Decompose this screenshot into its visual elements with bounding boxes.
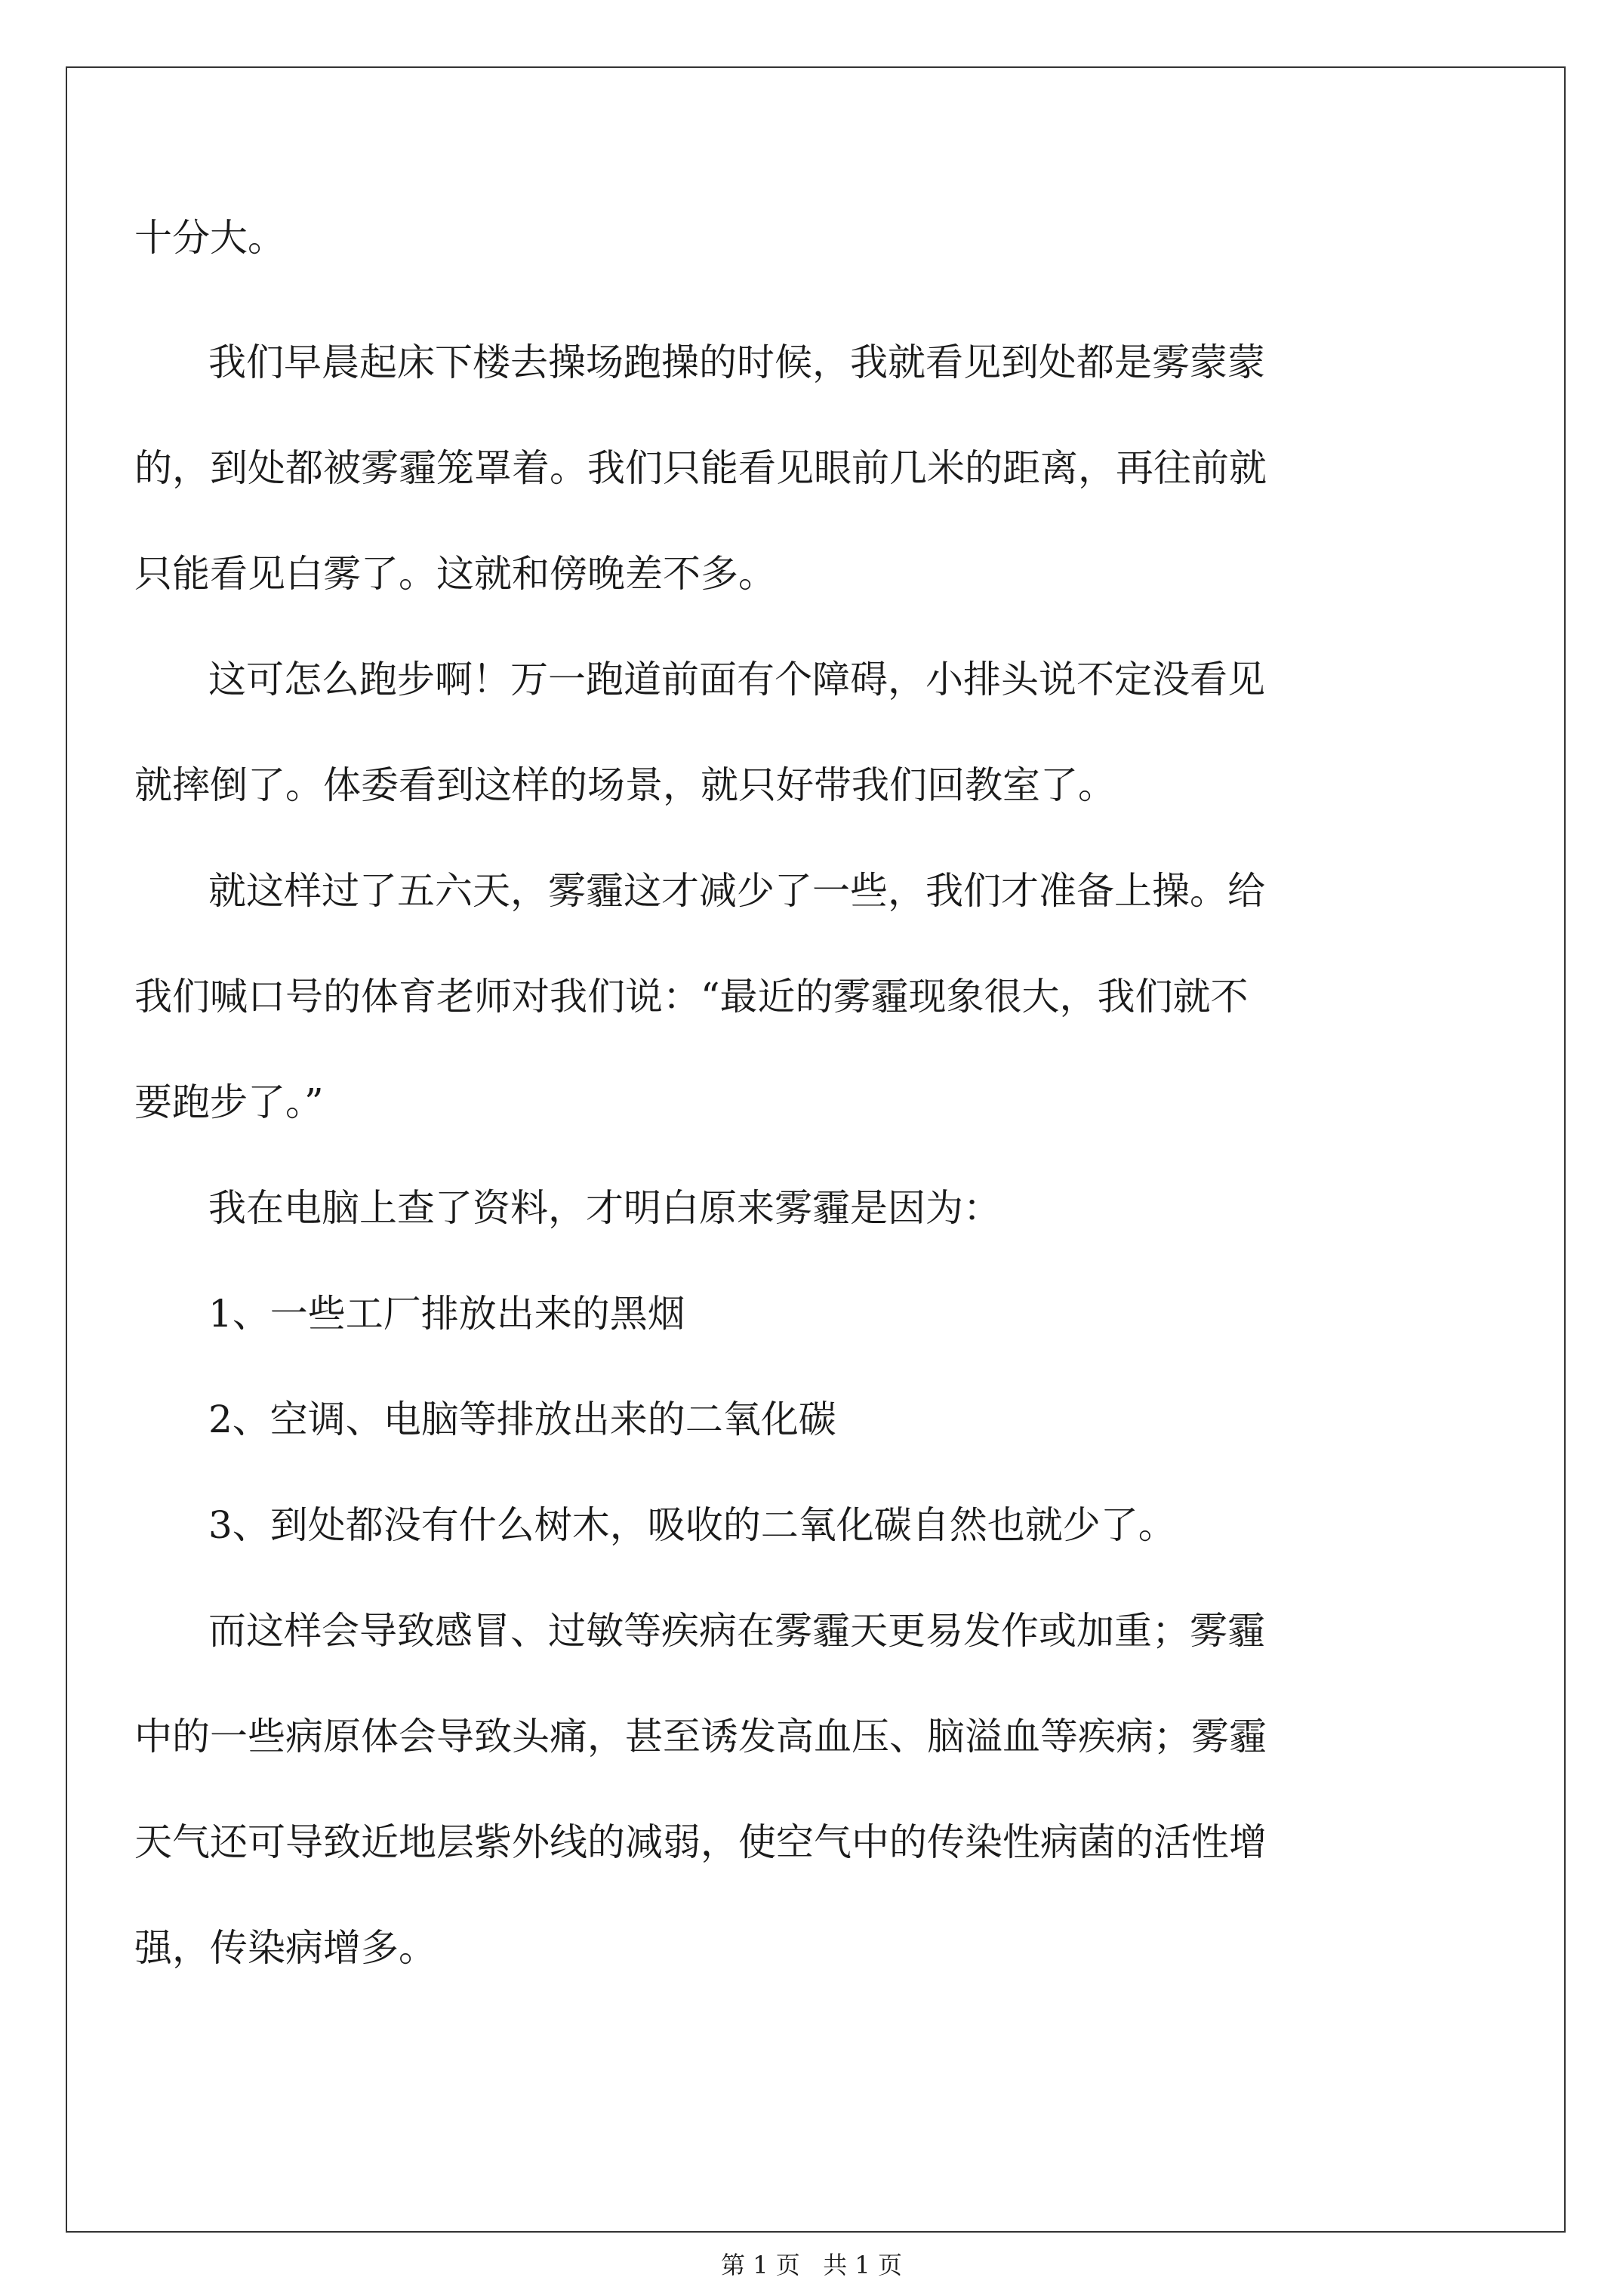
text-line: 的，到处都被雾霾笼罩着。我们只能看见眼前几米的距离，再往前就 [134,446,1267,490]
text-line: 中的一些病原体会导致头痛，甚至诱发高血压、脑溢血等疾病；雾霾 [134,1715,1267,1758]
page-border [66,66,1566,2233]
text-line: 天气还可导致近地层紫外线的减弱，使空气中的传染性病菌的活性增 [134,1820,1267,1864]
paragraph-first-line: 而这样会导致感冒、过敏等疾病在雾霾天更易发作或加重；雾霾 [208,1609,1265,1653]
text-line: 强，传染病增多。 [134,1926,436,1970]
paragraph-first-line: 这可怎么跑步啊！万一跑道前面有个障碍，小排头说不定没看见 [208,658,1265,701]
text-line: 要跑步了。” [134,1080,324,1124]
list-item: 3、到处都没有什么树木，吸收的二氧化碳自然也就少了。 [208,1503,1176,1547]
text-line: 十分大。 [134,216,285,260]
text-line: 我们喊口号的体育老师对我们说：“最近的雾霾现象很大，我们就不 [134,975,1249,1019]
page-number-footer: 第 1 页 共 1 页 [721,2251,902,2279]
text-line: 就摔倒了。体委看到这样的场景，就只好带我们回教室了。 [134,763,1116,807]
paragraph-first-line: 我们早晨起床下楼去操场跑操的时候，我就看见到处都是雾蒙蒙 [208,341,1265,384]
paragraph-first-line: 我在电脑上查了资料，才明白原来雾霾是因为： [208,1186,1001,1230]
list-item: 1、一些工厂排放出来的黑烟 [208,1292,685,1336]
text-line: 只能看见白雾了。这就和傍晚差不多。 [134,552,776,596]
list-item: 2、空调、电脑等排放出来的二氧化碳 [208,1398,836,1441]
paragraph-first-line: 就这样过了五六天，雾霾这才减少了一些，我们才准备上操。给 [208,869,1265,913]
